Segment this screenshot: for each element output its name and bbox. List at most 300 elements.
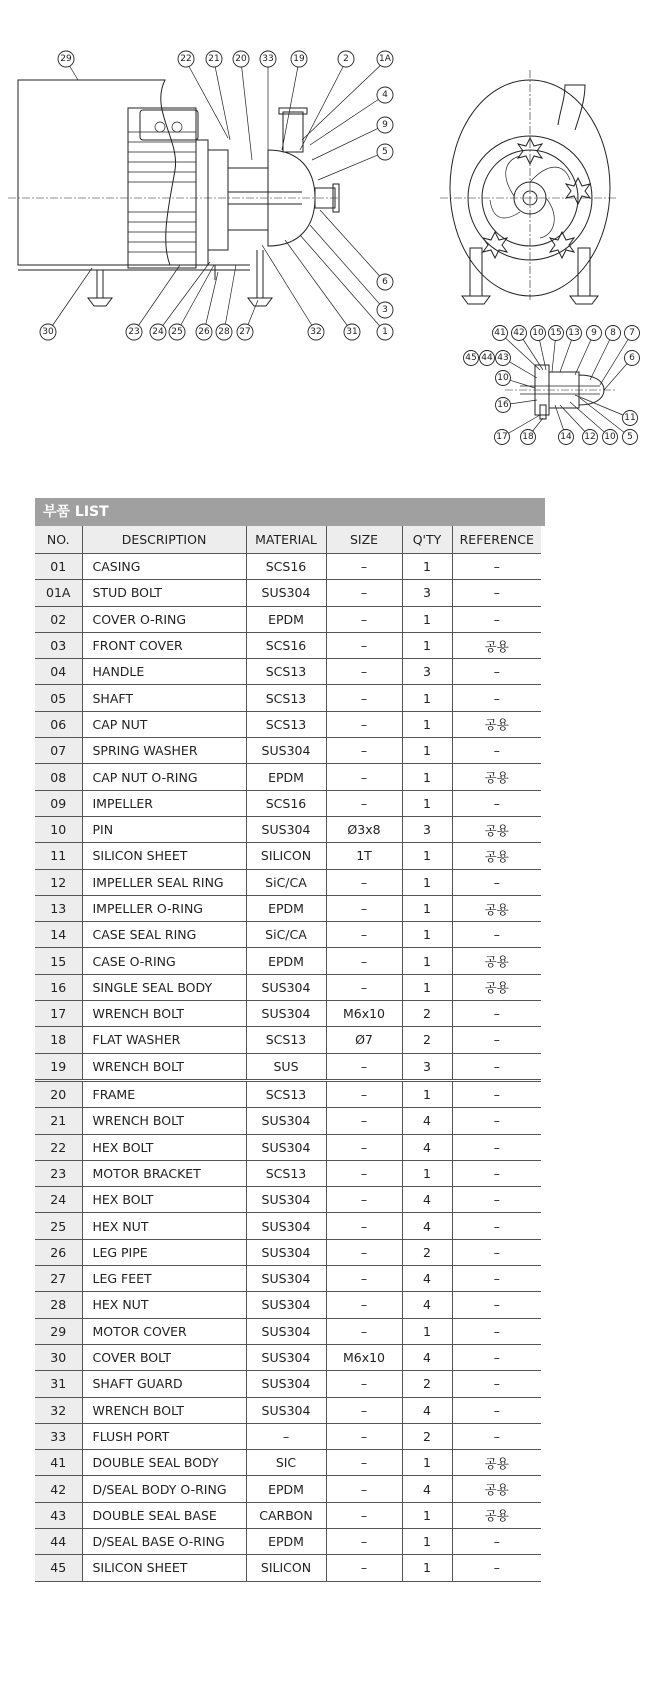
cell-material: SiC/CA [246, 922, 326, 948]
cell-qty: 1 [402, 554, 452, 580]
cell-reference: – [452, 790, 541, 816]
svg-text:17: 17 [496, 432, 508, 442]
cell-description: SHAFT [82, 685, 246, 711]
table-row [35, 1266, 541, 1292]
cell-description: FLAT WASHER [82, 1027, 246, 1053]
cell-no: 33 [35, 1423, 82, 1449]
cell-reference: – [452, 1108, 541, 1134]
svg-text:1: 1 [382, 327, 388, 337]
cell-no: 17 [35, 1001, 82, 1027]
cell-description: IMPELLER [82, 790, 246, 816]
cell-material: SCS13 [246, 659, 326, 685]
cell-material: SUS304 [246, 580, 326, 606]
cell-material: EPDM [246, 895, 326, 921]
cell-reference: – [452, 580, 541, 606]
cell-qty: 1 [402, 1318, 452, 1344]
cell-no: 41 [35, 1450, 82, 1476]
cell-size: – [326, 895, 402, 921]
svg-text:1A: 1A [379, 54, 391, 64]
side-view-callouts [40, 51, 393, 340]
cell-size: – [326, 764, 402, 790]
cell-size: – [326, 1528, 402, 1554]
cell-reference: – [452, 659, 541, 685]
pump-assembly-drawing [0, 0, 658, 460]
table-row [35, 1213, 541, 1239]
cell-reference: – [452, 1344, 541, 1370]
cell-size: – [326, 1555, 402, 1581]
table-row [35, 1080, 541, 1107]
cell-no: 43 [35, 1502, 82, 1528]
svg-text:45: 45 [465, 353, 477, 363]
cell-size: – [326, 659, 402, 685]
cell-reference: – [452, 738, 541, 764]
svg-text:18: 18 [522, 432, 534, 442]
cell-no: 44 [35, 1528, 82, 1554]
cell-no: 19 [35, 1053, 82, 1080]
cell-size: – [326, 554, 402, 580]
cell-qty: 1 [402, 922, 452, 948]
svg-text:5: 5 [627, 432, 633, 442]
cell-reference: 공용 [452, 711, 541, 737]
table-row [35, 606, 541, 632]
detail-view-callouts [464, 326, 640, 445]
cell-size: – [326, 974, 402, 1000]
cell-no: 28 [35, 1292, 82, 1318]
cell-qty: 4 [402, 1266, 452, 1292]
cell-material: SCS16 [246, 554, 326, 580]
callout-29 [58, 51, 74, 67]
cell-qty: 3 [402, 659, 452, 685]
cell-size: – [326, 1476, 402, 1502]
cell-description: FLUSH PORT [82, 1423, 246, 1449]
cell-description: COVER BOLT [82, 1344, 246, 1370]
callout-41 [493, 326, 508, 341]
cell-size: – [326, 1371, 402, 1397]
cell-reference: 공용 [452, 974, 541, 1000]
cell-reference: – [452, 1160, 541, 1186]
callout-43 [496, 351, 511, 366]
table-row [35, 948, 541, 974]
cell-material: EPDM [246, 1476, 326, 1502]
cell-qty: 1 [402, 895, 452, 921]
cell-qty: 2 [402, 1001, 452, 1027]
svg-text:9: 9 [382, 120, 388, 130]
cell-qty: 4 [402, 1187, 452, 1213]
cell-description: D/SEAL BODY O-RING [82, 1476, 246, 1502]
cell-size: – [326, 1160, 402, 1186]
cell-material: SUS [246, 1053, 326, 1080]
callout-45 [464, 351, 479, 366]
cell-material: SCS16 [246, 632, 326, 658]
callout-10c [603, 430, 618, 445]
svg-text:11: 11 [624, 413, 636, 423]
cell-size: – [326, 1239, 402, 1265]
cell-qty: 1 [402, 1080, 452, 1107]
cell-no: 16 [35, 974, 82, 1000]
cell-qty: 1 [402, 790, 452, 816]
table-row [35, 685, 541, 711]
cell-qty: 1 [402, 948, 452, 974]
cell-description: WRENCH BOLT [82, 1108, 246, 1134]
cell-size: – [326, 1213, 402, 1239]
svg-text:30: 30 [42, 327, 54, 337]
cell-material: SCS13 [246, 711, 326, 737]
callout-22 [178, 51, 194, 67]
cell-size: – [326, 1502, 402, 1528]
table-row [35, 1318, 541, 1344]
svg-text:10: 10 [604, 432, 616, 442]
svg-text:27: 27 [239, 327, 251, 337]
table-row [35, 764, 541, 790]
callout-23 [126, 324, 142, 340]
cell-qty: 1 [402, 606, 452, 632]
cell-size: Ø3x8 [326, 816, 402, 842]
table-row [35, 790, 541, 816]
callout-32 [308, 324, 324, 340]
table-row [35, 554, 541, 580]
cell-reference: – [452, 922, 541, 948]
callout-24 [150, 324, 166, 340]
table-row [35, 659, 541, 685]
cell-description: IMPELLER SEAL RING [82, 869, 246, 895]
cell-qty: 3 [402, 1053, 452, 1080]
svg-text:7: 7 [629, 328, 635, 338]
callout-2 [338, 51, 354, 67]
cell-qty: 4 [402, 1213, 452, 1239]
cell-size: – [326, 580, 402, 606]
table-row [35, 1344, 541, 1370]
cell-reference: – [452, 1266, 541, 1292]
cell-size: – [326, 1397, 402, 1423]
cell-reference: 공용 [452, 1502, 541, 1528]
cell-qty: 4 [402, 1134, 452, 1160]
cell-description: LEG FEET [82, 1266, 246, 1292]
cell-no: 20 [35, 1080, 82, 1107]
cell-description: D/SEAL BASE O-RING [82, 1528, 246, 1554]
callout-5 [623, 430, 638, 445]
cell-description: DOUBLE SEAL BASE [82, 1502, 246, 1528]
cell-reference: – [452, 1080, 541, 1107]
callout-5 [377, 144, 393, 160]
svg-text:31: 31 [346, 327, 358, 337]
table-row [35, 1134, 541, 1160]
callout-20 [233, 51, 249, 67]
svg-text:12: 12 [584, 432, 596, 442]
cell-qty: 4 [402, 1476, 452, 1502]
cell-qty: 3 [402, 580, 452, 606]
cell-size: – [326, 606, 402, 632]
callout-30 [40, 324, 56, 340]
cell-qty: 4 [402, 1397, 452, 1423]
table-header-row [35, 526, 541, 554]
cell-size: Ø7 [326, 1027, 402, 1053]
cell-description: WRENCH BOLT [82, 1053, 246, 1080]
cell-qty: 2 [402, 1239, 452, 1265]
cell-reference: – [452, 1053, 541, 1080]
cell-material: SiC/CA [246, 869, 326, 895]
cell-reference: – [452, 1027, 541, 1053]
cell-no: 10 [35, 816, 82, 842]
cell-qty: 1 [402, 843, 452, 869]
table-row [35, 1027, 541, 1053]
callout-3 [377, 302, 393, 318]
cell-no: 01 [35, 554, 82, 580]
cell-size: – [326, 1450, 402, 1476]
cell-no: 15 [35, 948, 82, 974]
cell-description: HEX BOLT [82, 1134, 246, 1160]
cell-material: SUS304 [246, 1344, 326, 1370]
table-row [35, 1292, 541, 1318]
callout-33 [260, 51, 276, 67]
cell-material: SUS304 [246, 1371, 326, 1397]
cell-reference: – [452, 1239, 541, 1265]
cell-no: 42 [35, 1476, 82, 1502]
cell-qty: 1 [402, 738, 452, 764]
cell-size: – [326, 1318, 402, 1344]
column-header-no: NO. [35, 526, 82, 554]
detail-view-leaders [500, 333, 632, 437]
cell-reference: 공용 [452, 895, 541, 921]
callout-25 [169, 324, 185, 340]
cell-material: SCS16 [246, 790, 326, 816]
cell-no: 12 [35, 869, 82, 895]
callout-44 [480, 351, 495, 366]
cell-description: CASING [82, 554, 246, 580]
svg-text:14: 14 [560, 432, 572, 442]
callout-1A [377, 51, 393, 67]
cell-qty: 1 [402, 1450, 452, 1476]
svg-text:33: 33 [262, 54, 274, 64]
cell-qty: 4 [402, 1292, 452, 1318]
parts-list-title: 부품 LIST [35, 498, 545, 526]
cell-reference: – [452, 554, 541, 580]
cell-material: EPDM [246, 764, 326, 790]
svg-text:24: 24 [152, 327, 164, 337]
callout-27 [237, 324, 253, 340]
cell-description: IMPELLER O-RING [82, 895, 246, 921]
cell-reference: 공용 [452, 764, 541, 790]
cell-qty: 1 [402, 1555, 452, 1581]
cell-material: SCS13 [246, 1160, 326, 1186]
table-row [35, 1555, 541, 1581]
svg-text:43: 43 [497, 353, 509, 363]
cell-no: 09 [35, 790, 82, 816]
cell-no: 21 [35, 1108, 82, 1134]
svg-text:16: 16 [497, 400, 509, 410]
cell-qty: 4 [402, 1344, 452, 1370]
side-view [8, 80, 339, 306]
cell-no: 29 [35, 1318, 82, 1344]
cell-description: HANDLE [82, 659, 246, 685]
cell-reference: – [452, 869, 541, 895]
cell-description: HEX BOLT [82, 1187, 246, 1213]
cell-no: 07 [35, 738, 82, 764]
callout-9 [587, 326, 602, 341]
cell-size: – [326, 948, 402, 974]
motor-fins [128, 108, 196, 268]
table-row [35, 895, 541, 921]
cell-description: SHAFT GUARD [82, 1371, 246, 1397]
cell-material: SUS304 [246, 974, 326, 1000]
cell-size: – [326, 1266, 402, 1292]
callout-28 [216, 324, 232, 340]
cell-reference: – [452, 1555, 541, 1581]
cell-qty: 1 [402, 974, 452, 1000]
cell-reference: – [452, 1318, 541, 1344]
table-row [35, 1001, 541, 1027]
cell-qty: 1 [402, 764, 452, 790]
table-row [35, 922, 541, 948]
table-row [35, 1476, 541, 1502]
cell-material: SUS304 [246, 1397, 326, 1423]
callout-7 [625, 326, 640, 341]
cell-no: 30 [35, 1344, 82, 1370]
cell-description: CASE SEAL RING [82, 922, 246, 948]
cell-description: STUD BOLT [82, 580, 246, 606]
detail-view [505, 365, 615, 419]
table-row [35, 1371, 541, 1397]
callout-8 [606, 326, 621, 341]
side-view-leaders [48, 60, 385, 332]
cell-material: SILICON [246, 1555, 326, 1581]
cell-size: – [326, 1053, 402, 1080]
column-header-size: SIZE [326, 526, 402, 554]
svg-text:44: 44 [481, 353, 493, 363]
cell-size: – [326, 1134, 402, 1160]
cell-material: EPDM [246, 1528, 326, 1554]
front-view [440, 70, 618, 304]
cell-description: SPRING WASHER [82, 738, 246, 764]
table-row [35, 816, 541, 842]
cell-material: SCS13 [246, 685, 326, 711]
callout-18 [521, 430, 536, 445]
cell-qty: 2 [402, 1423, 452, 1449]
svg-text:2: 2 [343, 54, 349, 64]
cell-qty: 1 [402, 1160, 452, 1186]
svg-text:4: 4 [382, 90, 388, 100]
cell-description: PIN [82, 816, 246, 842]
table-row [35, 1187, 541, 1213]
cell-material: SUS304 [246, 1292, 326, 1318]
cell-material: SUS304 [246, 1134, 326, 1160]
svg-text:19: 19 [293, 54, 305, 64]
cell-no: 24 [35, 1187, 82, 1213]
cell-reference: – [452, 1528, 541, 1554]
table-row [35, 632, 541, 658]
cell-no: 26 [35, 1239, 82, 1265]
svg-text:23: 23 [128, 327, 140, 337]
cell-description: FRONT COVER [82, 632, 246, 658]
svg-text:8: 8 [610, 328, 616, 338]
cell-material: SUS304 [246, 1239, 326, 1265]
parts-table [35, 526, 541, 1582]
cell-description: WRENCH BOLT [82, 1397, 246, 1423]
cell-material: SUS304 [246, 1213, 326, 1239]
cell-material: SCS13 [246, 1080, 326, 1107]
table-row [35, 580, 541, 606]
svg-text:10: 10 [532, 328, 544, 338]
cell-qty: 1 [402, 632, 452, 658]
cell-reference: 공용 [452, 1450, 541, 1476]
cell-reference: – [452, 685, 541, 711]
cell-description: SILICON SHEET [82, 843, 246, 869]
cell-description: LEG PIPE [82, 1239, 246, 1265]
cell-reference: 공용 [452, 843, 541, 869]
cell-reference: 공용 [452, 1476, 541, 1502]
table-row [35, 711, 541, 737]
cell-description: COVER O-RING [82, 606, 246, 632]
cell-no: 18 [35, 1027, 82, 1053]
callout-11 [623, 411, 638, 426]
cell-size: – [326, 869, 402, 895]
cell-no: 08 [35, 764, 82, 790]
callout-1 [377, 324, 393, 340]
svg-text:3: 3 [382, 305, 388, 315]
cell-description: CAP NUT O-RING [82, 764, 246, 790]
cell-reference: – [452, 606, 541, 632]
cell-size: – [326, 790, 402, 816]
table-row [35, 1108, 541, 1134]
cell-qty: 1 [402, 1528, 452, 1554]
cell-description: SINGLE SEAL BODY [82, 974, 246, 1000]
callout-12 [583, 430, 598, 445]
table-row [35, 1528, 541, 1554]
cell-material: SUS304 [246, 816, 326, 842]
cell-material: SILICON [246, 843, 326, 869]
cell-reference: – [452, 1213, 541, 1239]
cell-description: FRAME [82, 1080, 246, 1107]
svg-text:13: 13 [568, 328, 580, 338]
cell-size: 1T [326, 843, 402, 869]
callout-10 [531, 326, 546, 341]
svg-text:21: 21 [208, 54, 220, 64]
cell-reference: 공용 [452, 948, 541, 974]
cell-description: HEX NUT [82, 1213, 246, 1239]
svg-text:32: 32 [310, 327, 322, 337]
cell-material: CARBON [246, 1502, 326, 1528]
callout-10b [496, 371, 511, 386]
callout-13 [567, 326, 582, 341]
cell-reference: – [452, 1292, 541, 1318]
cell-material: SUS304 [246, 1318, 326, 1344]
svg-text:25: 25 [171, 327, 183, 337]
callout-9 [377, 117, 393, 133]
cell-size: – [326, 922, 402, 948]
cell-size: – [326, 1080, 402, 1107]
cell-description: MOTOR COVER [82, 1318, 246, 1344]
svg-text:6: 6 [382, 277, 388, 287]
parts-list [35, 498, 545, 1582]
cell-no: 06 [35, 711, 82, 737]
cell-no: 14 [35, 922, 82, 948]
callout-4 [377, 87, 393, 103]
cell-reference: – [452, 1397, 541, 1423]
cell-material: SUS304 [246, 1187, 326, 1213]
cell-description: MOTOR BRACKET [82, 1160, 246, 1186]
cell-description: CAP NUT [82, 711, 246, 737]
callout-21 [206, 51, 222, 67]
cell-size: – [326, 1292, 402, 1318]
cell-qty: 1 [402, 711, 452, 737]
callout-15 [549, 326, 564, 341]
cell-no: 03 [35, 632, 82, 658]
svg-text:9: 9 [591, 328, 597, 338]
cell-reference: 공용 [452, 816, 541, 842]
cell-qty: 4 [402, 1108, 452, 1134]
cell-size: – [326, 1108, 402, 1134]
svg-text:29: 29 [60, 54, 72, 64]
column-header-qty: Q'TY [402, 526, 452, 554]
